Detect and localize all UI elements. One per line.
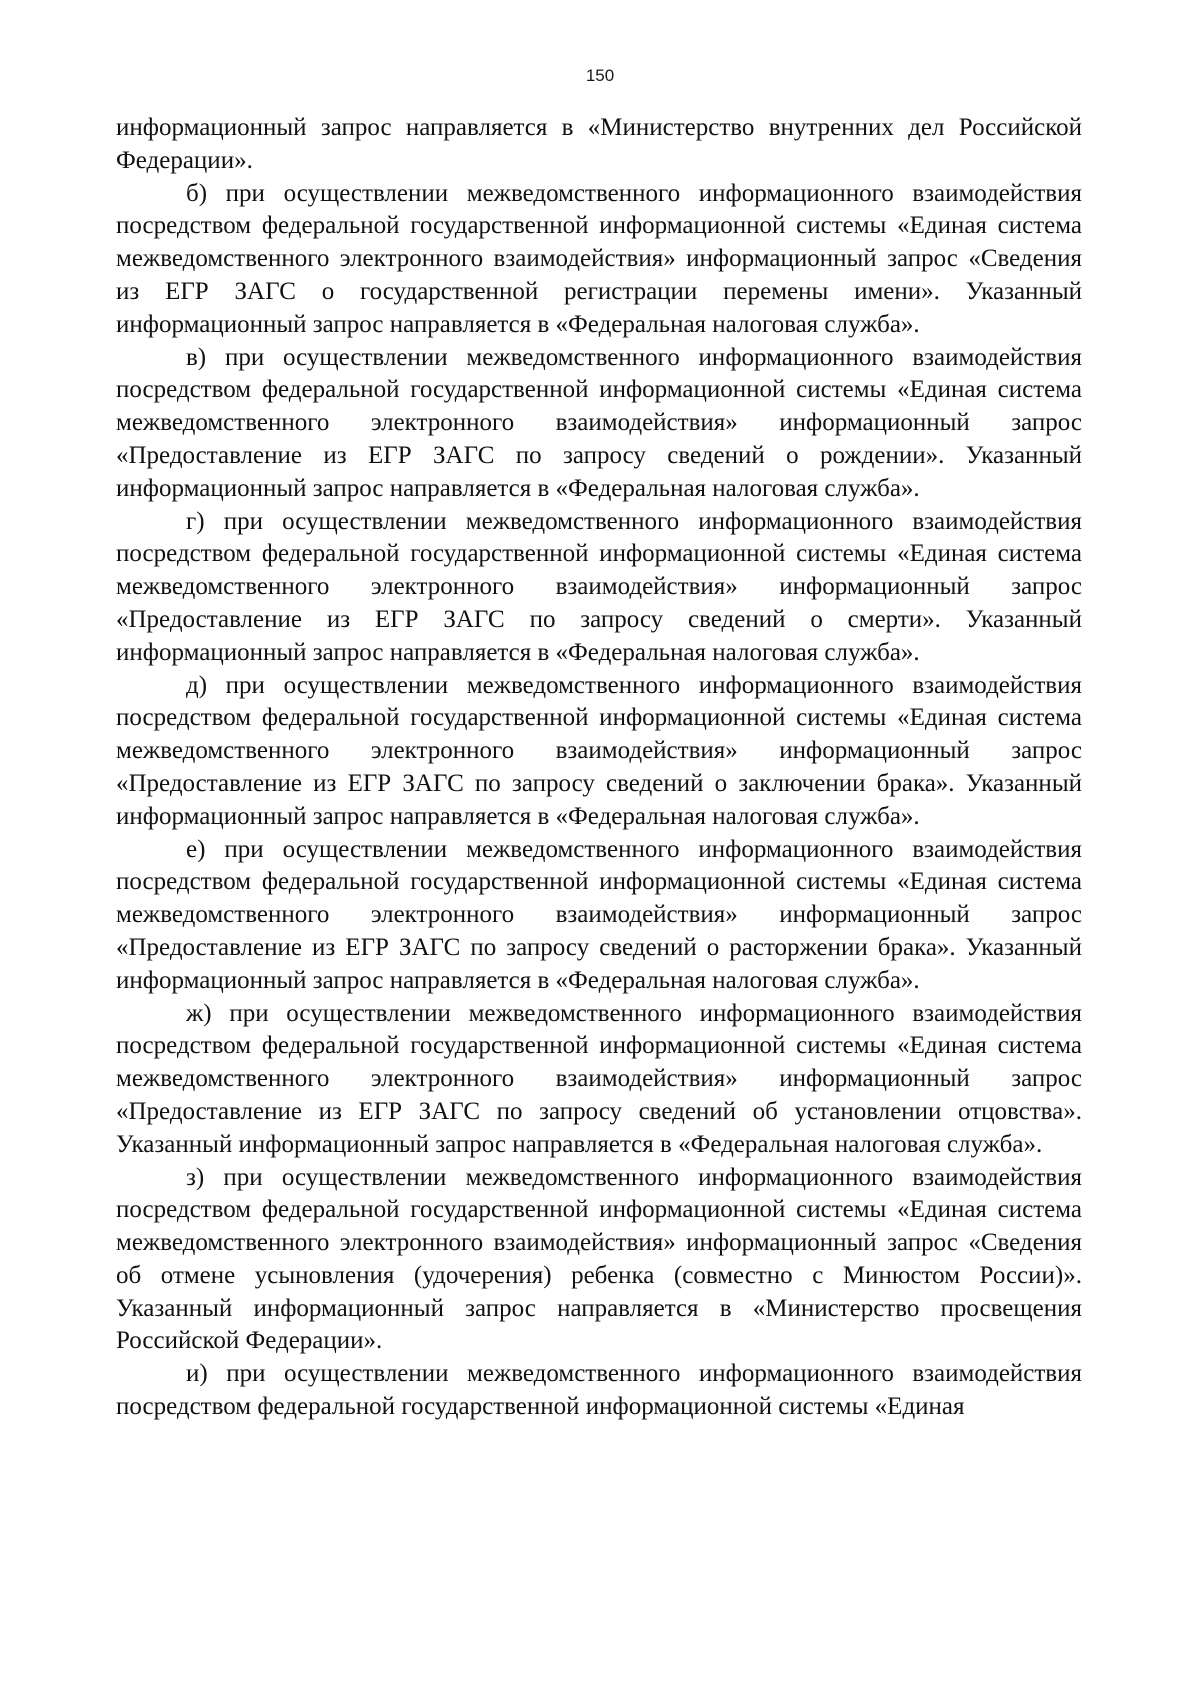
paragraph-item-zh: ж) при осуществлении межведомственного информационного взаимодействия посредством федеральной государственной информационной системы «Единая система межведомственного электронного взаимодействия» информационный запрос «Предоставление из ЕГР ЗАГС по запросу сведений об установлении отцовства». Указанный информационный запрос направляется в «Федеральная налоговая служба».: [116, 999, 1082, 1158]
paragraph-item-z: з) при осуществлении межведомственного информационного взаимодействия посредством федеральной государственной информационной системы «Единая система межведомственного электронного взаимодействия» информационный запрос «Сведения об отмене усыновления (удочерения) ребенка (совместно с Минюстом России)». Указанный информационный запрос направляется в «Министерство просвещения Российской Федерации».: [116, 1163, 1082, 1355]
paragraph-continuation: информационный запрос направляется в «Министерство внутренних дел Российской Федерации».: [116, 114, 1082, 174]
document-body: [116, 112, 1082, 1424]
paragraph-item-e: е) при осуществлении межведомственного информационного взаимодействия посредством федеральной государственной информационной системы «Единая система межведомственного электронного взаимодействия» информационный запрос «Предоставление из ЕГР ЗАГС по запросу сведений о расторжении брака». Указанный информационный запрос направляется в «Федеральная налоговая служба».: [116, 835, 1082, 994]
paragraph-item-g: г) при осуществлении межведомственного информационного взаимодействия посредством федеральной государственной информационной системы «Единая система межведомственного электронного взаимодействия» информационный запрос «Предоставление из ЕГР ЗАГС по запросу сведений о смерти». Указанный информационный запрос направляется в «Федеральная налоговая служба».: [116, 507, 1082, 666]
paragraph-item-v: в) при осуществлении межведомственного информационного взаимодействия посредством федеральной государственной информационной системы «Единая система межведомственного электронного взаимодействия» информационный запрос «Предоставление из ЕГР ЗАГС по запросу сведений о рождении». Указанный информационный запрос направляется в «Федеральная налоговая служба».: [116, 343, 1082, 502]
paragraph-item-b: б) при осуществлении межведомственного информационного взаимодействия посредством федеральной государственной информационной системы «Единая система межведомственного электронного взаимодействия» информационный запрос «Сведения из ЕГР ЗАГС о государственной регистрации перемены имени». Указанный информационный запрос направляется в «Федеральная налоговая служба».: [116, 179, 1082, 338]
paragraph-item-i: и) при осуществлении межведомственного информационного взаимодействия посредством федеральной государственной информационной системы «Единая: [116, 1360, 1082, 1421]
paragraph-item-d: д) при осуществлении межведомственного информационного взаимодействия посредством федеральной государственной информационной системы «Единая система межведомственного электронного взаимодействия» информационный запрос «Предоставление из ЕГР ЗАГС по запросу сведений о заключении брака». Указанный информационный запрос направляется в «Федеральная налоговая служба».: [116, 671, 1082, 830]
page-number: 150: [585, 66, 615, 85]
